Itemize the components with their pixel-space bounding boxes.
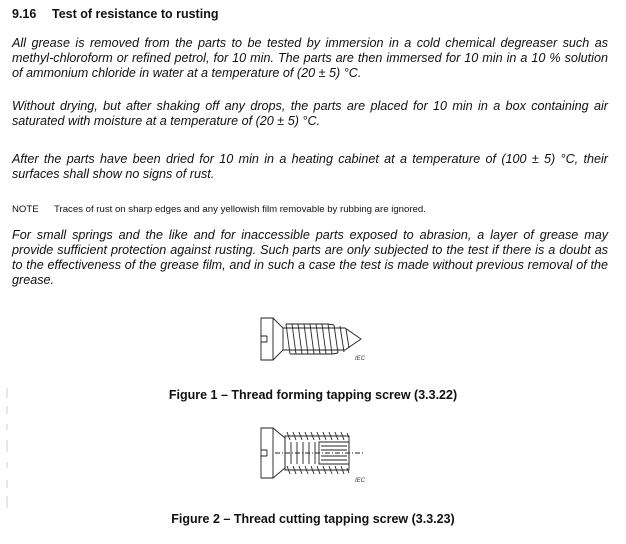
paragraph-drying: After the parts have been dried for 10 min in a heating cabinet at a temperature of (100 ± 5) °C, their surfaces shall show no signs of rust. (12, 152, 608, 181)
section-title: Test of resistance to rusting (52, 7, 219, 21)
scan-edge-marks (3, 384, 11, 514)
figure-1-thread-forming-screw (253, 312, 371, 366)
section-heading (12, 7, 218, 21)
paragraph-moisture-box: Without drying, but after shaking off any drops, the parts are placed for 10 min in a box containing air saturated with moisture at a temperature of (20 ± 5) °C. (12, 99, 608, 128)
paragraph-grease-protection: For small springs and the like and for inaccessible parts exposed to abrasion, a layer of grease may provide sufficient protection against rusting. Such parts are only subjected to the test if there is a doubt as to the effectiveness of the grease film, and in such a case the test is made without previous removal of the grease. (12, 228, 608, 287)
thread-forming-screw-drawing (253, 312, 371, 366)
figure-2-thread-cutting-screw (253, 424, 371, 486)
paragraph-degreasing: All grease is removed from the parts to be tested by immersion in a cold chemical degreaser such as methyl-chloroform or refined petrol, for 10 min. The parts are then immersed for 10 min in a 10 % solution of ammonium chloride in water at a temperature of (20 ± 5) °C. (12, 36, 608, 80)
note-text: Traces of rust on sharp edges and any yellowish film removable by rubbing are ignored. (54, 204, 426, 215)
note (12, 204, 426, 215)
note-label: NOTE (12, 204, 39, 215)
figure-2-iec-mark: IEC (355, 478, 366, 484)
figure-1-caption: Figure 1 – Thread forming tapping screw (3.3.22) (168, 388, 458, 402)
figure-2-caption: Figure 2 – Thread cutting tapping screw (3.3.23) (171, 512, 455, 526)
section-number: 9.16 (12, 7, 37, 21)
thread-cutting-screw-drawing (253, 424, 371, 486)
figure-1-iec-mark: IEC (355, 356, 366, 362)
